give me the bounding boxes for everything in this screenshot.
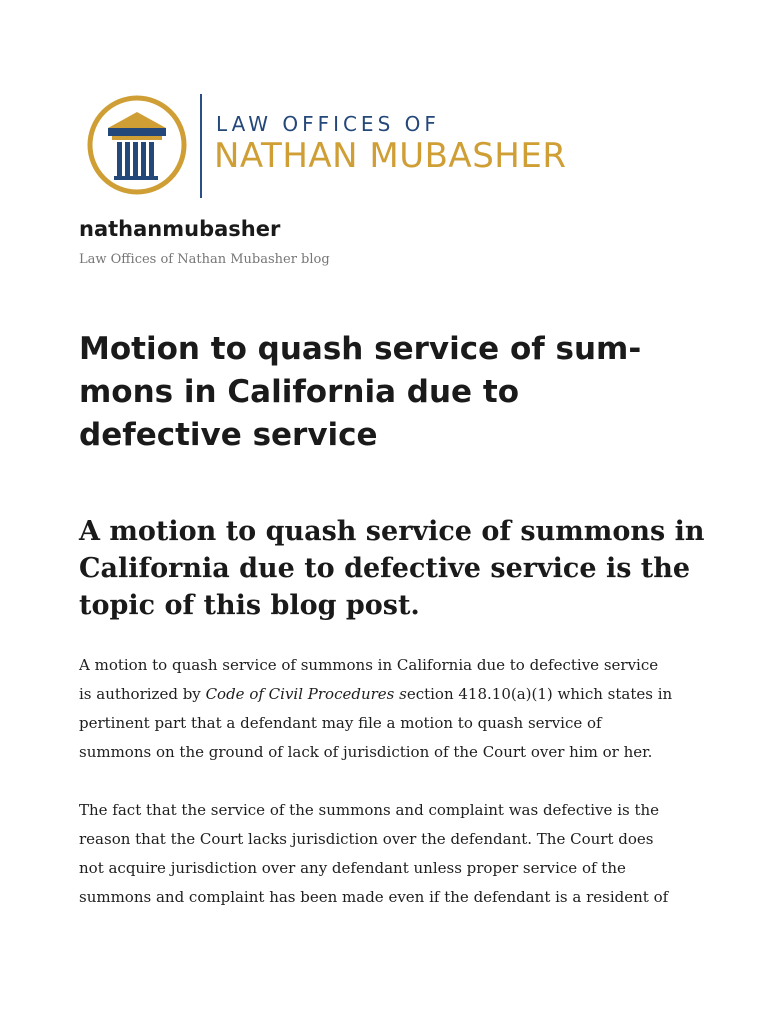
paragraph-line — [79, 680, 719, 709]
paragraph-text: is authorized by — [79, 685, 206, 703]
paragraph-line: The fact that the service of the summons and complaint was defective is the — [79, 801, 660, 819]
post-title — [79, 328, 699, 457]
logo-text-name: NATHAN MUBASHER — [214, 136, 567, 176]
post-subheading — [79, 513, 719, 624]
subheading-line: A motion to quash service of summons in — [79, 516, 705, 547]
paragraph-text: ection 418.10(a)(1) which states in — [406, 685, 673, 703]
paragraph-line: reason that the Court lacks jurisdiction over the defendant. The Court does — [79, 830, 654, 848]
courthouse-column-icon — [86, 94, 188, 196]
site-tagline: Law Offices of Nathan Mubasher blog — [79, 252, 330, 267]
post-title-line: mons in California due to — [79, 374, 519, 410]
logo-divider — [200, 94, 202, 198]
body-paragraph-1 — [79, 651, 719, 767]
logo-text-law-offices: LAW OFFICES OF — [216, 112, 440, 136]
paragraph-line: summons and complaint has been made even if the defendant is a resident of — [79, 888, 669, 906]
site-logo[interactable] — [86, 92, 566, 202]
subheading-line: topic of this blog post. — [79, 590, 420, 621]
paragraph-line: A motion to quash service of summons in California due to defective service — [79, 656, 659, 674]
site-title-link[interactable]: nathanmubasher — [79, 217, 281, 241]
code-reference: Code of Civil Procedures s — [205, 685, 407, 703]
post-title-line: defective service — [79, 417, 378, 453]
paragraph-line: summons on the ground of lack of jurisdiction of the Court over him or her. — [79, 743, 653, 761]
paragraph-line: not acquire jurisdiction over any defendant unless proper service of the — [79, 859, 626, 877]
paragraph-line: pertinent part that a defendant may file a motion to quash service of — [79, 714, 602, 732]
subheading-line: California due to defective service is the — [79, 553, 691, 584]
body-paragraph-2 — [79, 796, 719, 912]
post-title-line: Motion to quash service of sum- — [79, 331, 642, 367]
